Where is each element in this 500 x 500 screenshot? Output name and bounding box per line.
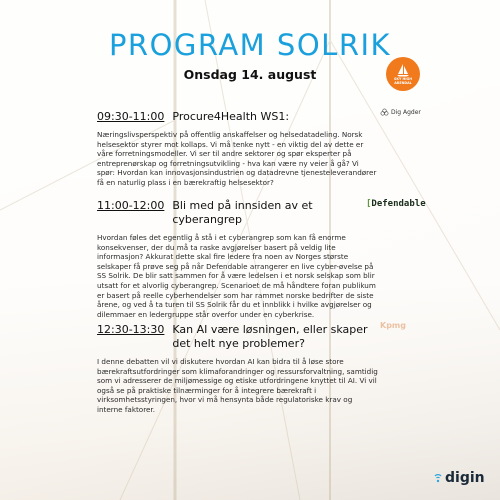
session-time: 12:30-13:30 xyxy=(97,323,165,336)
signal-icon xyxy=(433,472,443,484)
session-time: 11:00-12:00 xyxy=(97,199,165,212)
bracket-icon: [ xyxy=(366,199,372,209)
session-time: 09:30-11:00 xyxy=(97,110,165,123)
sky-high-arendal-badge xyxy=(386,57,420,91)
session-title: Bli med på innsiden av et cyberangrep xyxy=(172,199,313,226)
defendable-logo-text: Defendable xyxy=(371,199,426,209)
session-2 xyxy=(97,199,379,319)
digin-logo-text: digin xyxy=(445,470,485,486)
flower-icon xyxy=(380,108,389,117)
badge-line-1: SKY HIGH xyxy=(394,76,412,81)
session-description: I denne debatten vil vi diskutere hvordan AI kan bidra til å løse store bærekraftsutfordringer som klimaforandringer og ressursforvaltning, samtidig som vi adresserer de miljømessige og etiske utfordringene knyttet til AI. Vi vil også se på praktiske tilnærminger for å integrere bærekraft i virksomhetsstyringen, hvor vi må hensynta både regulatoriske krav og interne faktorer. xyxy=(97,357,378,414)
kpmg-logo: Kpmg xyxy=(380,321,406,330)
session-title: Kan AI være løsningen, eller skaper det helt nye problemer? xyxy=(172,323,368,350)
digin-logo xyxy=(433,470,485,486)
session-title: Procure4Health WS1: xyxy=(172,110,290,123)
session-description: Hvordan føles det egentlig å stå i et cyberangrep som kan få enorme konsekvenser, der du må ta raske avgjørelser basert på veldig lite informasjon? Akkurat dette skal fire ledere fra noen av Norges største selskaper få prøve seg på når Defendable arrangerer en live cyber-øvelse på SS Solrik. De blir satt sammen for å være ledelsen i et norsk selskap som blir utsatt for et alvorlig cyberangrep. Scenarioet de må håndtere foran publikum er basert på reelle cyberhendelser som har rammet norske bedrifter de siste årene, og ved å ta turen til SS Solrik får du et innblikk i hvilke avgjørelser og dilemmaer en ledergruppe står overfor under en cyberkrise. xyxy=(97,233,376,319)
session-description: Næringslivsperspektiv på offentlig anskaffelser og helsedatadeling. Norsk helsesektor styrer mot kollaps. Vi må tenke nytt - en viktig del av dette er våre forretningsmodeller. Vi ser til andre sektorer og spør eksperter på entreprenørskap og forretningsutvikling - hva kan være ny veier å gå? Vi spør: Hvordan kan innovasjonsindustrien og datadrevne tjenesteleverandører få en naturlig plass i en bærekraftig helsesektor? xyxy=(97,130,377,187)
session-3 xyxy=(97,323,379,415)
page-subtitle: Onsdag 14. august xyxy=(183,67,317,82)
session-1 xyxy=(97,110,379,188)
dig-agder-logo-text: Dig Agder xyxy=(391,109,421,116)
dig-agder-logo xyxy=(380,108,421,117)
page-title: PROGRAM SOLRIK xyxy=(108,28,392,62)
defendable-logo xyxy=(366,199,426,209)
badge-line-2: ARENDAL xyxy=(394,80,412,85)
sail-icon xyxy=(396,63,410,77)
